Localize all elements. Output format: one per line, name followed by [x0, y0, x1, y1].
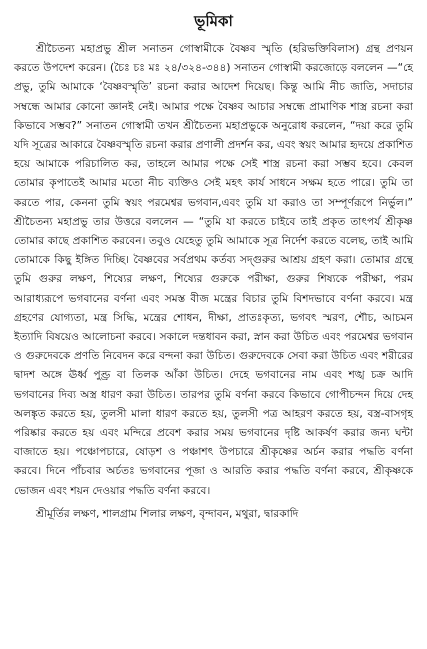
- document-title: ভূমিকা: [194, 12, 233, 30]
- paragraph: শ্রীমূর্তির লক্ষণ, শালগ্রাম শিলার লক্ষণ, বৃন্দাবন, মথুরা, দ্বারকাদি: [36, 507, 299, 520]
- paragraph: শ্রীচৈতন্য মহাপ্রভু শ্রীল সনাতন গোস্বামীকে বৈষ্ণব স্মৃতি (হরিভক্তিবিলাস) গ্রন্থ প্রণয়ন করতে উপদেশ করেন। (চৈঃ চঃ মঃ ২৪/৩২৪-৩৪৪) সনাতন গোস্বামী করজোড়ে বললেন —“হে প্রভু, তুমি আমাকে ‘বৈষ্ণবস্মৃতি’ রচনা করার আদেশ দিয়েছ। কিন্তু আমি নীচ জাতি, সদাচার সম্বন্ধে আমার কোনো জ্ঞানই নেই। আমার পক্ষে বৈষ্ণব আচার সম্বন্ধে প্রামাণিক শাস্ত্র রচনা করা কিভাবে সম্ভব?” সনাতন গোস্বামী তখন শ্রীচৈতন্য মহাপ্রভুকে অনুরোধ করলেন, “দয়া করে তুমি যদি সূত্রের আকারে বৈষ্ণবস্মৃতি রচনা করার প্রণালী প্রদর্শন কর, এবং স্বয়ং আমার হৃদয়ে প্রকাশিত হয়ে আমাকে পরিচালিত কর, তাহলে আমার পক্ষে সেই শাস্ত্র রচনা করা সম্ভব হবে। কেবল তোমার কৃপাতেই আমার মতো নীচ ব্যক্তিও সেই মহৎ কার্য সাধনে সক্ষম হতে পারে। তুমি তা করতে পার, কেননা তুমি স্বয়ং পরমেশ্বর ভগবান,এবং তুমি যা করাও তা সম্পূর্ণরূপে নির্ভুল।” শ্রীচৈতন্য মহাপ্রভু তার উত্তরে বললেন — “তুমি যা করতে চাইবে তাই প্রকৃত তাৎপর্য শ্রীকৃষ্ণ তোমার কাছে প্রকাশিত করবেন। তবুও যেহেতু তুমি আমাকে সূত্র নির্দেশ করতে বলেছ, তাই আমি তোমাকে কিছু ইঙ্গিত দিচ্ছি। বৈষ্ণবের সর্বপ্রথম কর্তব্য সদ্গুরুর আশ্রয় গ্রহণ করা। তোমার গ্রন্থে তুমি গুরুর লক্ষণ, শিষ্যের লক্ষণ, শিষ্যের গুরুকে পরীক্ষা, গুরুর শিষ্যকে পরীক্ষা, পরম আরাধ্যরূপে ভগবানের বর্ণনা এবং সমস্ত বীজ মন্ত্রের বিচার তুমি বিশদভাবে বর্ণনা করবে। মন্ত্র গ্রহণের যোগ্যতা, মন্ত্র সিদ্ধি, মন্ত্রের শোধন, দীক্ষা, প্রাতঃকৃত্য, ভগবৎ স্মরণ, শৌচ, আচমন ইত্যাদি বিষয়েও আলোচনা করবে। সকালে দন্তধাবন করা, স্নান করা উচিত এবং পরমেশ্বর ভগবান ও গুরুদেবকে প্রণতি নিবেদন করে বন্দনা করা উচিত। গুরুদেবকে সেবা করা উচিত এবং শরীরের দ্বাদশ অঙ্গে ঊর্ধ্ব পুণ্ড্র বা তিলক আঁকা উচিত। দেহে ভগবানের নাম এবং শঙ্খ চক্র আদি ভগবানের দিব্য অস্ত্র ধারণ করা উচিত। তারপর তুমি বর্ণনা করবে কিভাবে গোপীচন্দন দিয়ে দেহ অলঙ্কৃত করতে হয়, তুলসী মালা ধারণ করতে হয়, তুলসী পত্র আহরণ করতে হয়, বস্ত্র-বাসগৃহ পরিষ্কার করতে হয় এবং মন্দিরে প্রবেশ করার সময় ভগবানের দৃষ্টি আকর্ষণ করার জন্য ঘন্টা বাজাতে হয়। পঞ্চোপচারে, ষোড়শ ও পঞ্চাশৎ উপচারে শ্রীকৃষ্ণের অর্চন করার পদ্ধতি বর্ণনা করবে। দিনে পাঁচবার অর্চতঃ ভগবানের পূজা ও আরতি করার পদ্ধতি বর্ণনা করবে, শ্রীকৃষ্ণকে ভোজন এবং শয়ন দেওয়ার পদ্ধতি বর্ণনা করবে।: [14, 43, 413, 497]
